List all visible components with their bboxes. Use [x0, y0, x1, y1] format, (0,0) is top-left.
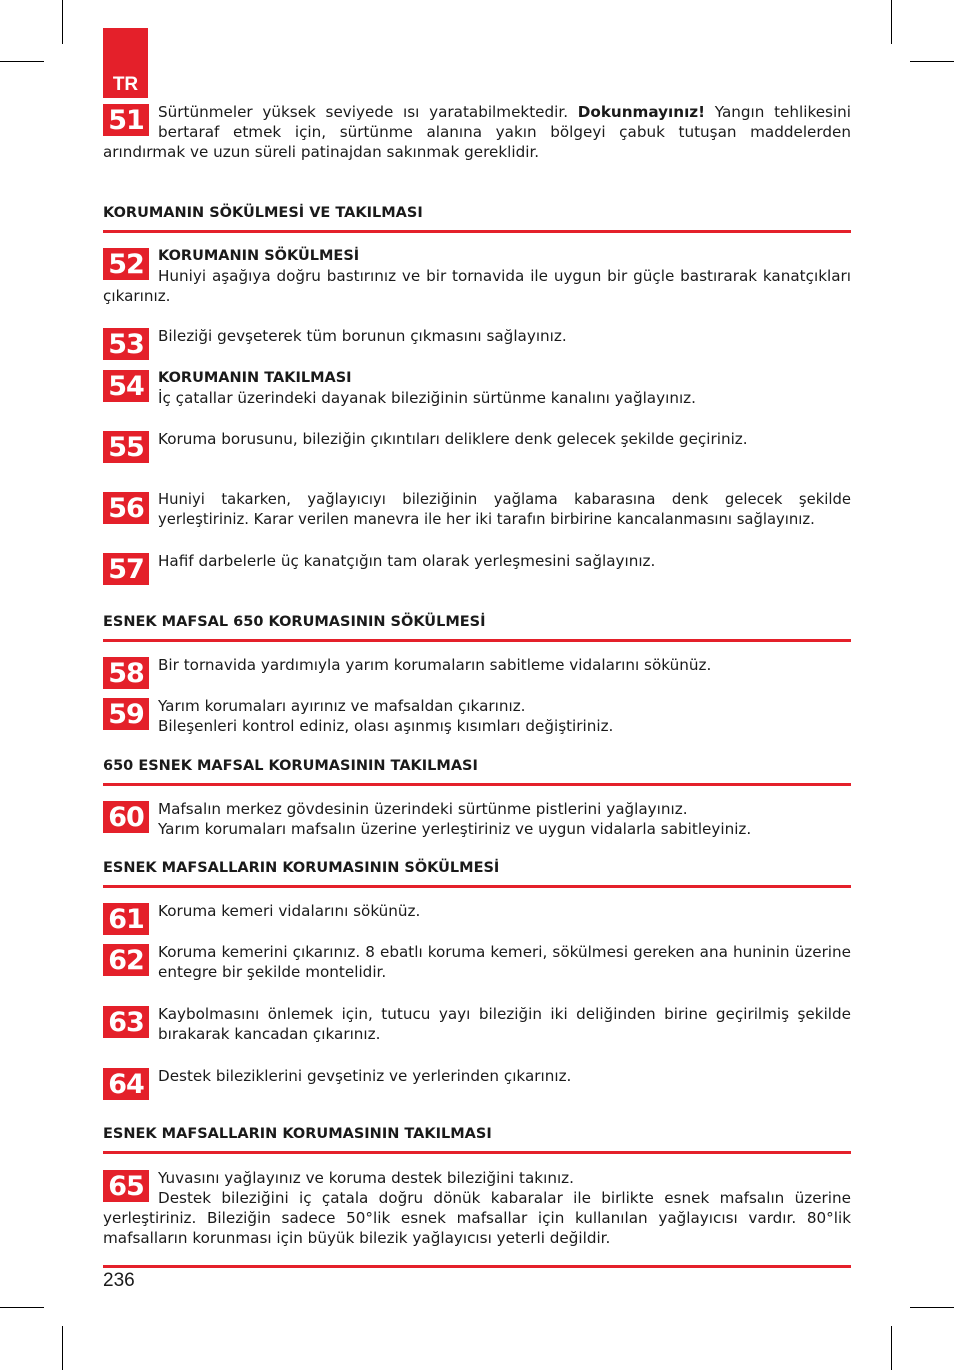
crop-mark	[0, 1307, 44, 1308]
step-text: Bileziği gevşeterek tüm borunun çıkmasını sağlayınız.	[158, 327, 567, 345]
step-number: 51	[103, 104, 149, 136]
step-60	[103, 799, 851, 839]
step-55	[103, 429, 851, 463]
step-text: Koruma borusunu, bileziğin çıkıntıları deliklere denk gelecek şekilde geçiriniz.	[158, 430, 748, 448]
step-63	[103, 1004, 851, 1044]
crop-mark	[891, 1326, 892, 1370]
step-number: 62	[103, 944, 149, 976]
step-54	[103, 368, 851, 408]
section-heading: ESNEK MAFSAL 650 KORUMASININ SÖKÜLMESİ	[103, 614, 851, 642]
step-number: 53	[103, 328, 149, 360]
step-52	[103, 246, 851, 306]
step-text: Kaybolmasını önlemek için, tutucu yayı bileziğin iki deliğinden birine geçirilmiş şekilde bırakarak kancadan çıkarınız.	[158, 1005, 851, 1043]
crop-mark	[62, 0, 63, 44]
section-heading: KORUMANIN SÖKÜLMESİ VE TAKILMASI	[103, 205, 851, 233]
step-53	[103, 326, 851, 360]
page-number: 236	[103, 1270, 135, 1291]
footer-divider	[103, 1265, 851, 1268]
warning-text: Dokunmayınız!	[577, 103, 706, 121]
step-number: 57	[103, 553, 149, 585]
step-text: Hafif darbelerle üç kanatçığın tam olarak yerleşmesini sağlayınız.	[158, 552, 656, 570]
step-64	[103, 1066, 851, 1100]
step-62	[103, 942, 851, 982]
step-text: Bileşenleri kontrol ediniz, olası aşınmış kısımları değiştiriniz.	[158, 717, 614, 735]
step-number: 54	[103, 370, 149, 402]
language-label: TR	[112, 74, 139, 95]
step-number: 55	[103, 431, 149, 463]
step-text: Mafsalın merkez gövdesinin üzerindeki sürtünme pistlerini yağlayınız.	[158, 800, 688, 818]
step-text: Bir tornavida yardımıyla yarım korumaların sabitleme vidalarını sökünüz.	[158, 656, 712, 674]
step-text: İç çatallar üzerindeki dayanak bileziğinin sürtünme kanalını yağlayınız.	[158, 389, 696, 407]
step-number: 56	[103, 492, 149, 524]
step-number: 64	[103, 1068, 149, 1100]
step-text: Yarım korumaları ayırınız ve mafsaldan çıkarınız.	[158, 697, 526, 715]
section-heading: ESNEK MAFSALLARIN KORUMASININ TAKILMASI	[103, 1126, 851, 1154]
step-text: Destek bileziğini iç çatala doğru dönük kabaralar ile birlikte esnek mafsalın üzerine yerleştiriniz. Bileziğin sadece 50°lik esnek mafsallar için kullanılan yağlayıcısı vardır. 80°lik mafsalların korunması için büyük bilezik yağlayıcısı yeterli değildir.	[103, 1189, 851, 1247]
step-text: Koruma kemeri vidalarını sökünüz.	[158, 902, 421, 920]
language-tab	[103, 28, 148, 98]
step-text: Huniyi takarken, yağlayıcıyı bileziğinin yağlama kabarasına denk gelecek şekilde yerleştiriniz. Karar verilen manevra ile her iki tarafın birbirine kancalanmasını sağlayınız.	[158, 491, 851, 528]
step-subtitle: KORUMANIN SÖKÜLMESİ	[158, 248, 360, 264]
step-number: 63	[103, 1006, 149, 1038]
section-heading: ESNEK MAFSALLARIN KORUMASININ SÖKÜLMESİ	[103, 860, 851, 888]
step-text: Koruma kemerini çıkarınız. 8 ebatlı koruma kemeri, sökülmesi gereken ana huninin üzerine entegre bir şekilde montelidir.	[158, 943, 851, 981]
step-57	[103, 551, 851, 585]
crop-mark	[910, 61, 954, 62]
crop-mark	[910, 1307, 954, 1308]
step-text: Destek bileziklerini gevşetiniz ve yerlerinden çıkarınız.	[158, 1067, 572, 1085]
step-59	[103, 696, 851, 736]
step-51	[103, 102, 851, 162]
step-text: Sürtünmeler yüksek seviyede ısı yaratabilmektedir. Dokunmayınız! Yangın tehlikesini bertaraf etmek için, sürtünme alanına yakın bölgeyi çabuk tutuşan maddelerden arındırmak ve uzun süreli patinajdan sakınmak gereklidir.	[103, 103, 852, 161]
step-65	[103, 1168, 851, 1248]
crop-mark	[0, 61, 44, 62]
crop-mark	[62, 1326, 63, 1370]
step-58	[103, 655, 851, 689]
step-61	[103, 901, 851, 935]
step-text: Yarım korumaları mafsalın üzerine yerleştiriniz ve uygun vidalarla sabitleyiniz.	[158, 820, 752, 838]
step-text: Yuvasını yağlayınız ve koruma destek bileziğini takınız.	[158, 1169, 574, 1187]
crop-mark	[891, 0, 892, 44]
step-number: 59	[103, 698, 149, 730]
step-number: 65	[103, 1170, 149, 1202]
step-text: Huniyi aşağıya doğru bastırınız ve bir tornavida ile uygun bir güçle bastırarak kanatçıkları çıkarınız.	[103, 267, 851, 305]
step-number: 58	[103, 657, 149, 689]
step-number: 60	[103, 801, 149, 833]
step-subtitle: KORUMANIN TAKILMASI	[158, 370, 352, 386]
step-number: 52	[103, 248, 149, 280]
step-56	[103, 490, 851, 530]
section-heading: 650 ESNEK MAFSAL KORUMASININ TAKILMASI	[103, 758, 851, 786]
step-number: 61	[103, 903, 149, 935]
